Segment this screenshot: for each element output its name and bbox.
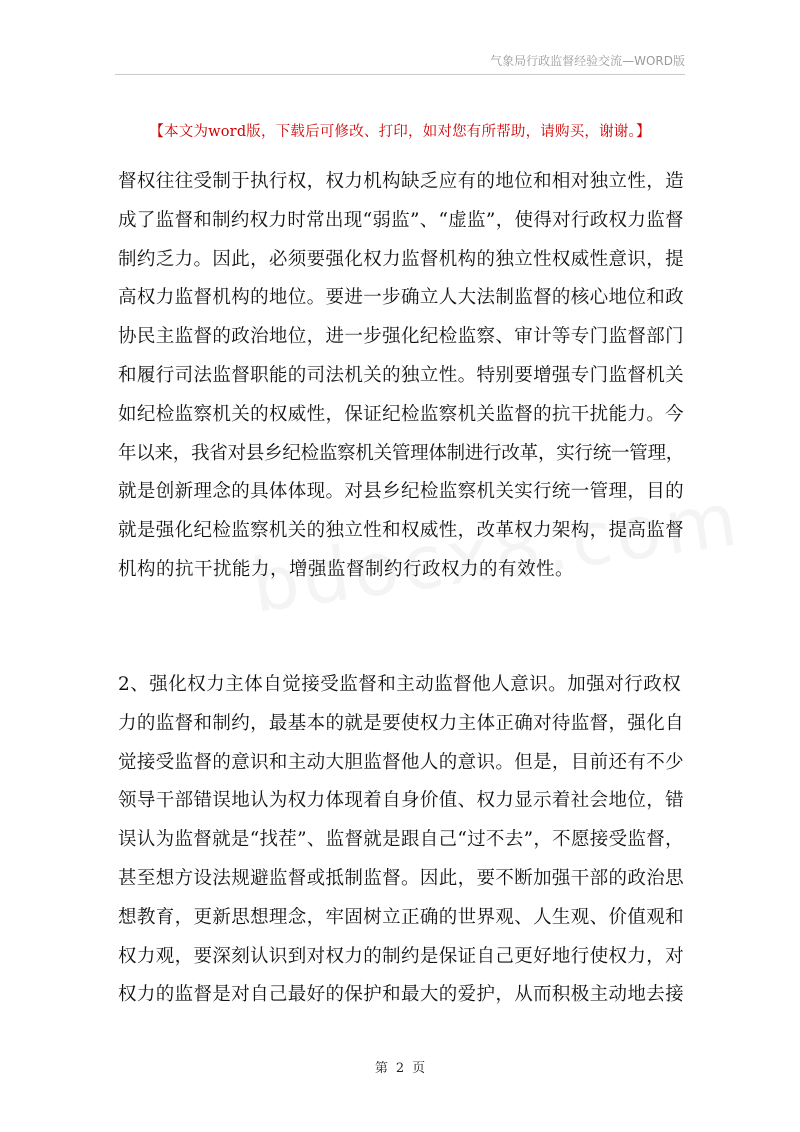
header-divider bbox=[115, 74, 685, 75]
text-line: 协民主监督的政治地位，进一步强化纪检监察、审计等专门监督部门 bbox=[118, 326, 685, 348]
text-line: 权力观，要深刻认识到对权力的制约是保证自己更好地行使权力，对 bbox=[118, 945, 685, 967]
text-line: 误认为监督就是“找茬”、监督就是跟自己“过不去”，不愿接受监督， bbox=[118, 829, 684, 851]
purchase-notice: 【本文为word版，下载后可修改、打印，如对您有所帮助，请购买，谢谢。】 bbox=[149, 124, 651, 140]
text-line: 和履行司法监督职能的司法机关的独立性。特别要增强专门监督机关 bbox=[118, 364, 685, 386]
text-line: 就是强化纪检监察机关的独立性和权威性，改革权力架构，提高监督 bbox=[118, 520, 685, 542]
text-line: 就是创新理念的具体体现。对县乡纪检监察机关实行统一管理，目的 bbox=[118, 481, 685, 503]
text-line: 成了监督和制约权力时常出现“弱监”、“虚监”，使得对行政权力监督 bbox=[118, 209, 684, 231]
text-line: 领导干部错误地认为权力体现着自身价值、权力显示着社会地位，错 bbox=[118, 790, 685, 812]
text-line: 甚至想方设法规避监督或抵制监督。因此，要不断加强干部的政治思 bbox=[118, 867, 685, 889]
text-line: 力的监督和制约，最基本的就是要使权力主体正确对待监督，强化自 bbox=[118, 712, 685, 734]
paragraph-1 bbox=[118, 163, 684, 590]
footer-prefix: 第 bbox=[374, 1061, 388, 1076]
text-line: 觉接受监督的意识和主动大胆监督他人的意识。但是，目前还有不少 bbox=[118, 751, 685, 773]
page-footer bbox=[0, 1057, 800, 1076]
text-line: 机构的抗干扰能力，增强监督制约行政权力的有效性。 bbox=[118, 558, 575, 580]
page-number: 2 bbox=[395, 1061, 405, 1076]
text-line: 如纪检监察机关的权威性，保证纪检监察机关监督的抗干扰能力。今 bbox=[118, 403, 685, 425]
text-line: 想教育，更新思想理念，牢固树立正确的世界观、人生观、价值观和 bbox=[118, 906, 685, 928]
text-line: 2、强化权力主体自觉接受监督和主动监督他人意识。加强对行政权 bbox=[118, 674, 682, 695]
text-line: 高权力监督机构的地位。要进一步确立人大法制监督的核心地位和政 bbox=[118, 287, 685, 309]
paragraph-2 bbox=[118, 666, 684, 1015]
running-header: 气象局行政监督经验交流—WORD版 bbox=[490, 54, 685, 68]
text-line: 权力的监督是对自己最好的保护和最大的爱护，从而积极主动地去接 bbox=[118, 984, 685, 1006]
text-line: 督权往往受制于执行权，权力机构缺乏应有的地位和相对独立性，造 bbox=[118, 171, 685, 192]
text-line: 年以来，我省对县乡纪检监察机关管理体制进行改革，实行统一管理， bbox=[118, 442, 685, 464]
text-line: 制约乏力。因此，必须要强化权力监督机构的独立性权威性意识，提 bbox=[118, 248, 685, 270]
footer-suffix: 页 bbox=[412, 1061, 426, 1076]
